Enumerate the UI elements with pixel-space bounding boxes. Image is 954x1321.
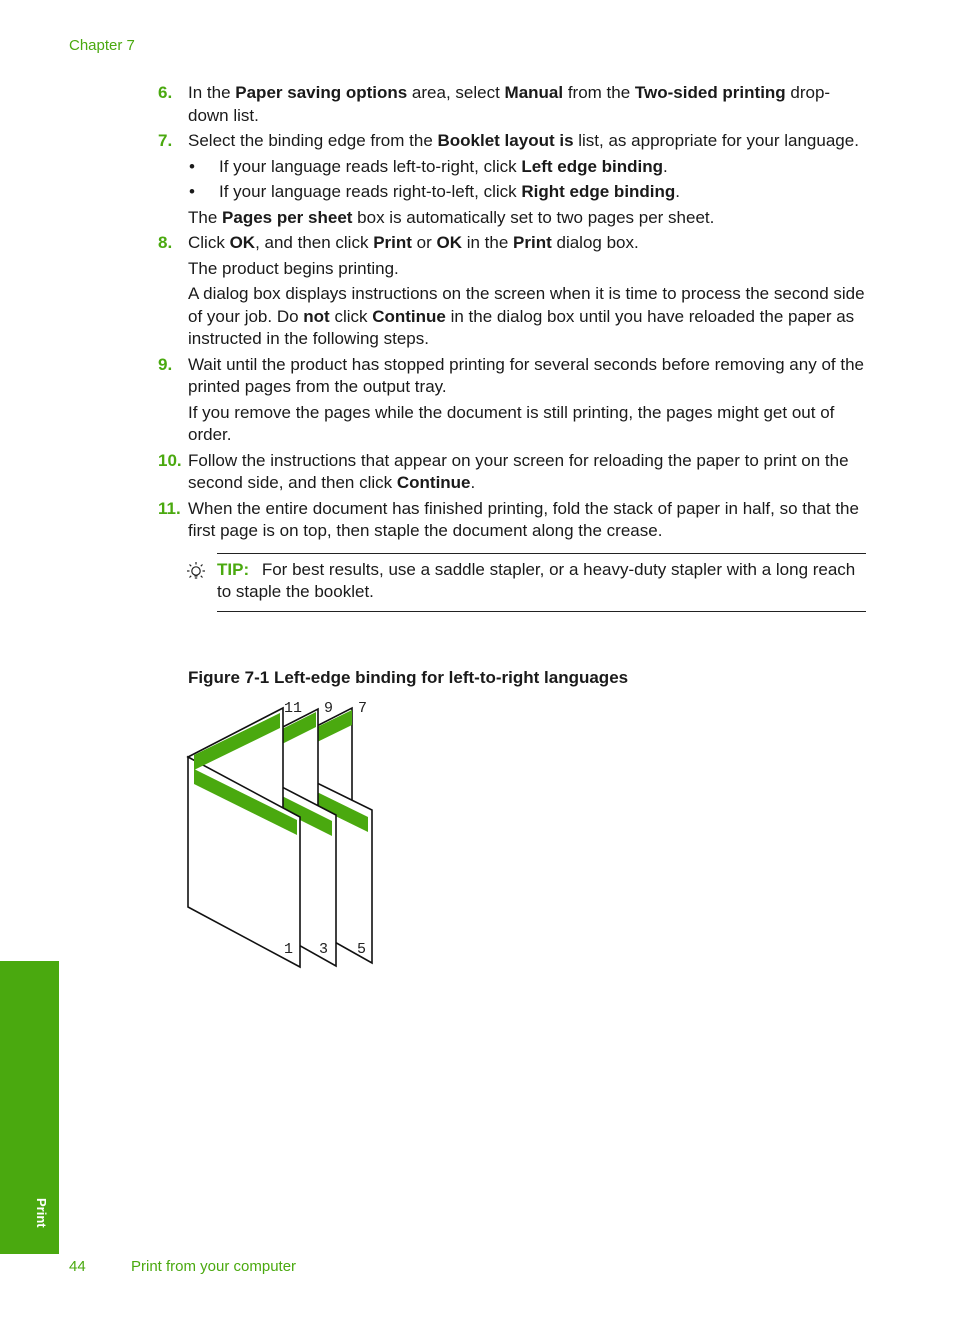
step-7 (158, 130, 866, 153)
step-number: 6. (158, 83, 173, 102)
step-7-note (158, 207, 866, 230)
step-9 (158, 354, 866, 399)
step-text: Click OK, and then click Print or OK in the Print dialog box. (188, 233, 639, 252)
bullet-left-edge (158, 156, 866, 179)
chapter-label: Chapter 7 (69, 37, 135, 54)
step-number: 7. (158, 131, 173, 150)
para-text: A dialog box displays instructions on the screen when it is time to process the second side of your job. Do not click Continue in the dialog box until you have reloaded the paper as instructed in the following steps. (188, 284, 865, 348)
sidebar-tab (0, 961, 59, 1254)
page-number-top: 7 (358, 700, 368, 717)
page-number-bottom: 3 (319, 941, 329, 958)
sheet-front (188, 708, 300, 967)
booklet-binding-figure (180, 695, 390, 975)
page-number-bottom: 5 (357, 941, 367, 958)
step-number: 8. (158, 233, 173, 252)
sidebar-tab-label: Print (34, 1198, 49, 1228)
main-content (158, 82, 866, 612)
bullet-dot: • (189, 156, 195, 176)
step-text: Wait until the product has stopped printing for several seconds before removing any of the printed pages from the output tray. (188, 354, 864, 396)
step-number: 11. (158, 498, 181, 518)
step-8-para-2 (158, 283, 866, 351)
lightbulb-icon (185, 561, 207, 583)
tip-label: TIP: (217, 559, 250, 579)
step-text: Follow the instructions that appear on your screen for reloading the paper to print on the second side, and then click Continue. (188, 450, 849, 492)
step-6 (158, 82, 866, 127)
step-11 (158, 498, 866, 543)
page-number-top: 11 (284, 700, 303, 717)
step-number: 9. (158, 354, 173, 374)
figure-caption: Figure 7-1 Left-edge binding for left-to-right languages (188, 668, 629, 687)
note-text: The Pages per sheet box is automatically set to two pages per sheet. (188, 207, 715, 227)
step-number: 10. (158, 450, 182, 470)
page-number: 44 (69, 1258, 86, 1275)
bullet-text: If your language reads right-to-left, click Right edge binding. (219, 182, 681, 201)
step-text: When the entire document has finished printing, fold the stack of paper in half, so that the first page is on top, then staple the document along the crease. (188, 498, 859, 540)
step-text: Select the binding edge from the Booklet layout is list, as appropriate for your language. (188, 131, 859, 150)
bullet-right-edge (158, 181, 866, 204)
tip-text: For best results, use a saddle stapler, or a heavy-duty stapler with a long reach to staple the booklet. (217, 559, 856, 601)
tip-box (217, 553, 866, 612)
step-text: In the Paper saving options area, select Manual from the Two-sided printing drop-down list. (188, 83, 831, 125)
step-8-para-1: The product begins printing. (188, 258, 399, 278)
bullet-text: If your language reads left-to-right, click Left edge binding. (219, 156, 668, 176)
page-number-bottom: 1 (284, 941, 294, 958)
step-8 (158, 232, 866, 255)
bullet-dot: • (189, 182, 195, 201)
footer-section: Print from your computer (131, 1258, 297, 1275)
step-9-para: If you remove the pages while the document is still printing, the pages might get out of order. (188, 402, 835, 444)
page-number-top: 9 (324, 700, 334, 717)
step-10 (158, 450, 866, 495)
